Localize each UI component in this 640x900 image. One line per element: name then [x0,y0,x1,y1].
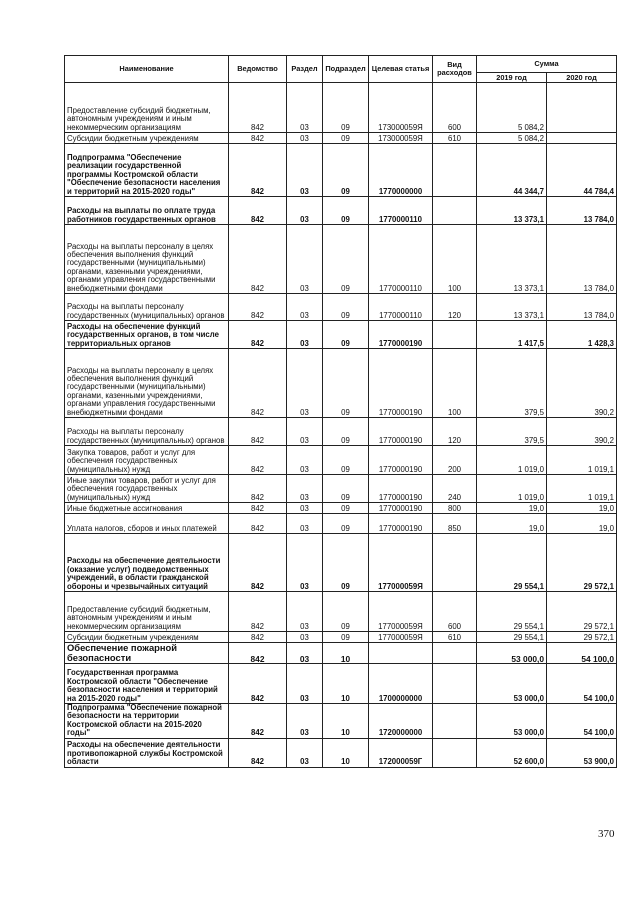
row-name: Расходы на обеспечение деятельности (оказание услуг) подведомственных учреждений, в области гражданской обороны и чрезвычайных ситуаций [65,534,229,592]
row-target: 177000059Я [369,534,433,592]
row-podrazdel: 10 [323,704,369,739]
header-summa: Сумма [477,56,617,73]
row-sum-2020: 53 900,0 [547,738,617,767]
row-sum-2020: 19,0 [547,503,617,514]
table-row [65,144,617,197]
row-vid: 200 [433,446,477,475]
row-vedomstvo: 842 [229,592,287,632]
row-podrazdel: 10 [323,738,369,767]
row-razdel: 03 [287,503,323,514]
row-vid [433,643,477,664]
row-podrazdel: 09 [323,592,369,632]
header-razdel: Раздел [287,56,323,83]
row-sum-2019: 5 084,2 [477,83,547,133]
row-vid: 600 [433,592,477,632]
row-vedomstvo: 842 [229,643,287,664]
row-vid: 600 [433,83,477,133]
table-row [65,225,617,294]
row-vid [433,534,477,592]
row-sum-2019: 1 019,0 [477,446,547,475]
table-row [65,349,617,418]
row-name: Расходы на выплаты по оплате труда работников государственных органов [65,197,229,225]
row-razdel: 03 [287,664,323,704]
row-sum-2019: 29 554,1 [477,592,547,632]
row-target: 1770000190 [369,321,433,349]
row-sum-2019: 13 373,1 [477,225,547,294]
table-row [65,475,617,503]
row-sum-2019: 53 000,0 [477,664,547,704]
row-sum-2019: 13 373,1 [477,197,547,225]
row-target: 1770000190 [369,418,433,446]
row-name: Подпрограмма "Обеспечение реализации государственной программы Костромской области "Обеспечение безопасности населения и территорий на 2015-2020 годы" [65,144,229,197]
row-target: 1770000000 [369,144,433,197]
table-row [65,514,617,534]
row-vedomstvo: 842 [229,704,287,739]
row-sum-2020 [547,133,617,144]
row-vid [433,197,477,225]
row-sum-2020: 54 100,0 [547,664,617,704]
row-sum-2019: 1 019,0 [477,475,547,503]
row-vid: 100 [433,225,477,294]
row-target: 173000059Я [369,83,433,133]
row-target [369,643,433,664]
table-row [65,446,617,475]
table-row [65,83,617,133]
row-vedomstvo: 842 [229,294,287,321]
row-vid [433,321,477,349]
row-vid [433,144,477,197]
budget-table [64,55,617,768]
row-target: 1770000190 [369,349,433,418]
row-name: Обеспечение пожарной безопасности [65,643,229,664]
row-podrazdel: 09 [323,632,369,643]
row-podrazdel: 09 [323,225,369,294]
row-razdel: 03 [287,704,323,739]
table-row [65,592,617,632]
row-name: Расходы на выплаты персоналу в целях обеспечения выполнения функций государственными (муниципальными) органами, казенными учреждениями, органами управления государственными внебюджетными фондами [65,225,229,294]
table-row [65,133,617,144]
row-target: 1770000110 [369,294,433,321]
row-razdel: 03 [287,418,323,446]
row-name: Расходы на выплаты персоналу в целях обеспечения выполнения функций государственными (муниципальными) органами, казенными учреждениями, органами управления государственными внебюджетными фондами [65,349,229,418]
table-row [65,321,617,349]
row-sum-2020: 29 572,1 [547,632,617,643]
row-target: 1770000190 [369,446,433,475]
table-header [65,56,617,83]
row-name: Субсидии бюджетным учреждениям [65,632,229,643]
row-vedomstvo: 842 [229,418,287,446]
table-row [65,643,617,664]
table-row [65,294,617,321]
table-row [65,197,617,225]
row-podrazdel: 09 [323,321,369,349]
row-sum-2019: 13 373,1 [477,294,547,321]
row-vid [433,738,477,767]
row-sum-2020: 390,2 [547,418,617,446]
row-razdel: 03 [287,349,323,418]
table-body [65,83,617,768]
header-vedomstvo: Ведомство [229,56,287,83]
table-row [65,503,617,514]
row-name: Расходы на обеспечение функций государственных органов, в том числе территориальных органов [65,321,229,349]
row-sum-2019: 19,0 [477,514,547,534]
table-row [65,632,617,643]
row-name: Уплата налогов, сборов и иных платежей [65,514,229,534]
row-name: Субсидии бюджетным учреждениям [65,133,229,144]
header-2019: 2019 год [477,73,547,83]
row-sum-2019: 53 000,0 [477,643,547,664]
page-number: 370 [598,828,615,840]
row-vid: 240 [433,475,477,503]
row-vedomstvo: 842 [229,503,287,514]
row-razdel: 03 [287,446,323,475]
row-razdel: 03 [287,83,323,133]
header-name: Наименование [65,56,229,83]
row-razdel: 03 [287,534,323,592]
row-target: 1770000190 [369,475,433,503]
row-target: 1770000110 [369,225,433,294]
row-razdel: 03 [287,514,323,534]
row-sum-2019: 379,5 [477,418,547,446]
row-podrazdel: 09 [323,503,369,514]
row-name: Предоставление субсидий бюджетным, автономным учреждениям и иным некоммерческим организациям [65,83,229,133]
row-name: Подпрограмма "Обеспечение пожарной безопасности на территории Костромской области на 2015-2020 годы" [65,704,229,739]
row-sum-2020: 54 100,0 [547,704,617,739]
row-target: 1770000190 [369,514,433,534]
row-sum-2020: 29 572,1 [547,592,617,632]
row-vid: 800 [433,503,477,514]
table-row [65,664,617,704]
row-razdel: 03 [287,197,323,225]
row-vid: 120 [433,418,477,446]
row-vedomstvo: 842 [229,738,287,767]
table-row [65,534,617,592]
row-podrazdel: 09 [323,475,369,503]
row-sum-2020: 19,0 [547,514,617,534]
row-name: Расходы на выплаты персоналу государственных (муниципальных) органов [65,418,229,446]
row-vedomstvo: 842 [229,144,287,197]
row-vedomstvo: 842 [229,446,287,475]
row-podrazdel: 09 [323,197,369,225]
row-sum-2019: 1 417,5 [477,321,547,349]
row-podrazdel: 09 [323,83,369,133]
row-sum-2020: 54 100,0 [547,643,617,664]
row-sum-2019: 19,0 [477,503,547,514]
row-razdel: 03 [287,475,323,503]
row-vedomstvo: 842 [229,475,287,503]
row-razdel: 03 [287,592,323,632]
row-podrazdel: 10 [323,643,369,664]
row-vedomstvo: 842 [229,321,287,349]
row-target: 177000059Я [369,632,433,643]
row-sum-2019: 5 084,2 [477,133,547,144]
row-target: 1720000000 [369,704,433,739]
row-name: Закупка товаров, работ и услуг для обеспечения государственных (муниципальных) нужд [65,446,229,475]
row-sum-2019: 52 600,0 [477,738,547,767]
row-vedomstvo: 842 [229,349,287,418]
table-row [65,704,617,739]
row-sum-2020: 13 784,0 [547,294,617,321]
row-razdel: 03 [287,144,323,197]
row-podrazdel: 10 [323,664,369,704]
row-vedomstvo: 842 [229,534,287,592]
table-row [65,418,617,446]
row-target: 1770000190 [369,503,433,514]
row-vid: 100 [433,349,477,418]
row-sum-2020: 1 019,1 [547,475,617,503]
row-razdel: 03 [287,643,323,664]
row-podrazdel: 09 [323,514,369,534]
row-podrazdel: 09 [323,534,369,592]
header-podrazdel: Подраздел [323,56,369,83]
row-name: Государственная программа Костромской области "Обеспечение безопасности населения и территорий на 2015-2020 годы" [65,664,229,704]
row-sum-2020: 1 019,1 [547,446,617,475]
row-podrazdel: 09 [323,446,369,475]
row-name: Предоставление субсидий бюджетным, автономным учреждениям и иным некоммерческим организациям [65,592,229,632]
row-target: 172000059Г [369,738,433,767]
row-razdel: 03 [287,133,323,144]
row-sum-2019: 379,5 [477,349,547,418]
row-vid: 120 [433,294,477,321]
row-vid: 850 [433,514,477,534]
row-sum-2020: 390,2 [547,349,617,418]
row-razdel: 03 [287,321,323,349]
row-name: Расходы на выплаты персоналу государственных (муниципальных) органов [65,294,229,321]
row-sum-2019: 53 000,0 [477,704,547,739]
header-target: Целевая статья [369,56,433,83]
row-target: 1700000000 [369,664,433,704]
row-vedomstvo: 842 [229,197,287,225]
row-target: 1770000110 [369,197,433,225]
row-name: Иные закупки товаров, работ и услуг для обеспечения государственных (муниципальных) нужд [65,475,229,503]
row-target: 173000059Я [369,133,433,144]
row-razdel: 03 [287,225,323,294]
row-vedomstvo: 842 [229,133,287,144]
row-target: 177000059Я [369,592,433,632]
row-vid [433,664,477,704]
row-sum-2019: 29 554,1 [477,534,547,592]
row-podrazdel: 09 [323,418,369,446]
row-podrazdel: 09 [323,144,369,197]
row-podrazdel: 09 [323,133,369,144]
row-razdel: 03 [287,738,323,767]
row-sum-2020: 29 572,1 [547,534,617,592]
row-podrazdel: 09 [323,294,369,321]
header-2020: 2020 год [547,73,617,83]
row-vedomstvo: 842 [229,83,287,133]
table-row [65,738,617,767]
row-vedomstvo: 842 [229,225,287,294]
row-razdel: 03 [287,632,323,643]
row-vid [433,704,477,739]
row-razdel: 03 [287,294,323,321]
row-sum-2019: 29 554,1 [477,632,547,643]
row-sum-2020: 1 428,3 [547,321,617,349]
row-vedomstvo: 842 [229,664,287,704]
row-sum-2020: 13 784,0 [547,197,617,225]
row-sum-2019: 44 344,7 [477,144,547,197]
row-vid: 610 [433,632,477,643]
row-sum-2020: 44 784,4 [547,144,617,197]
row-podrazdel: 09 [323,349,369,418]
row-name: Расходы на обеспечение деятельности противопожарной службы Костромской области [65,738,229,767]
row-name: Иные бюджетные ассигнования [65,503,229,514]
row-sum-2020 [547,83,617,133]
row-sum-2020: 13 784,0 [547,225,617,294]
row-vedomstvo: 842 [229,632,287,643]
header-vid: Вид расходов [433,56,477,83]
row-vedomstvo: 842 [229,514,287,534]
row-vid: 610 [433,133,477,144]
